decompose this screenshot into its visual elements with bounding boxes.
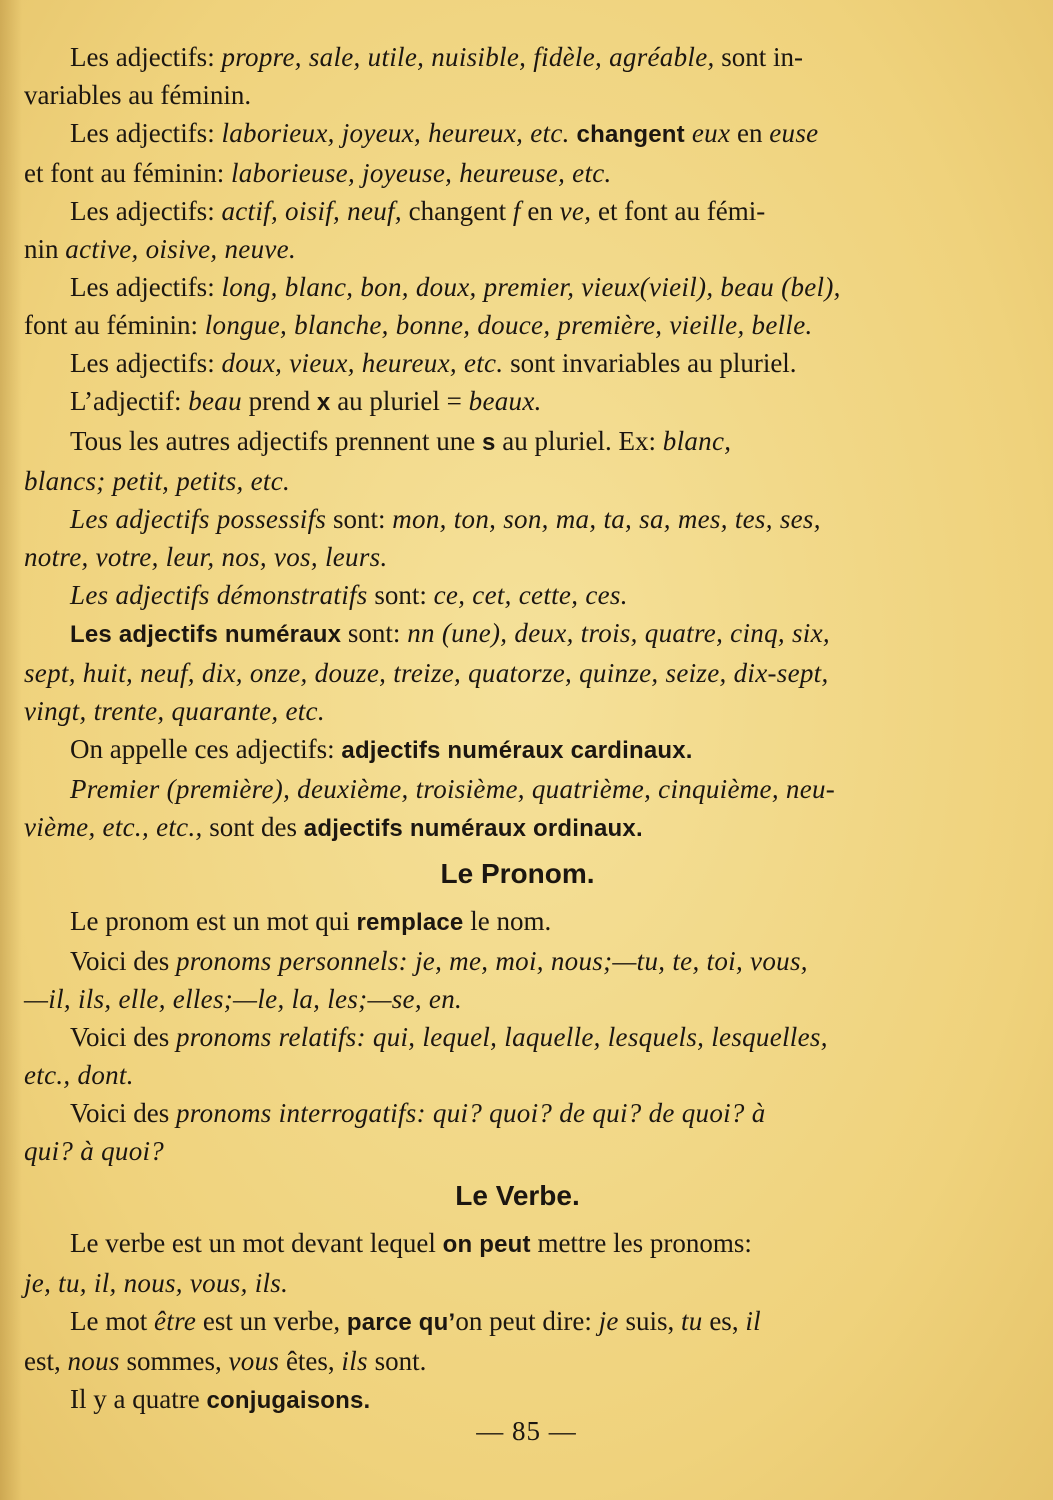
text-line bbox=[24, 422, 1011, 462]
paragraph-adj-invariables-pluriel bbox=[24, 344, 1011, 382]
text: Le verbe est un mot devant lequel bbox=[70, 1228, 443, 1258]
bold-text: adjectifs numéraux ordinaux. bbox=[303, 815, 643, 842]
text: Les adjectifs: bbox=[70, 272, 222, 302]
text-line bbox=[24, 344, 1011, 382]
italic-text: laborieuse, joyeuse, heureuse, etc. bbox=[230, 158, 612, 188]
text: en bbox=[520, 196, 560, 226]
italic-text: euse bbox=[769, 118, 819, 148]
text: êtes, bbox=[279, 1346, 342, 1376]
italic-text: blancs; petit, petits, etc. bbox=[24, 466, 291, 496]
paragraph-adj-ive bbox=[24, 192, 1011, 268]
italic-text: propre, sale, utile, nuisible, fidèle, agréable, bbox=[221, 42, 715, 72]
text-line bbox=[24, 730, 1011, 770]
italic-text: long, blanc, bon, doux, premier, vieux(vieil), beau (bel), bbox=[221, 272, 841, 302]
text-line bbox=[24, 1224, 1011, 1264]
bold-text: adjectifs numéraux cardinaux. bbox=[341, 737, 693, 764]
text-line bbox=[24, 114, 1011, 154]
italic-text: doux, vieux, heureux, etc. bbox=[221, 348, 504, 378]
text: Les adjectifs: bbox=[70, 348, 222, 378]
italic-text: active, oisive, neuve. bbox=[65, 234, 296, 264]
italic-text: etc., dont. bbox=[24, 1060, 134, 1090]
italic-text: longue, blanche, bonne, douce, première, vieille, belle. bbox=[204, 310, 813, 340]
italic-text: ils bbox=[341, 1346, 368, 1376]
paragraph-verbe-def bbox=[24, 1224, 1011, 1302]
text: sont: bbox=[367, 580, 434, 610]
text: Le pronom est un mot qui bbox=[70, 906, 357, 936]
italic-text: ce, cet, cette, ces. bbox=[433, 580, 628, 610]
text: en bbox=[730, 118, 770, 148]
paragraph-adj-numeraux bbox=[24, 614, 1011, 730]
italic-text: pronoms relatifs: qui, lequel, laquelle, lesquels, lesquelles, bbox=[176, 1022, 828, 1052]
text-line bbox=[24, 306, 1011, 344]
text: sont. bbox=[367, 1346, 427, 1376]
text-line bbox=[24, 1264, 1011, 1302]
text-line bbox=[24, 1342, 1011, 1380]
italic-text: tu bbox=[680, 1306, 703, 1336]
text-line bbox=[24, 902, 1011, 942]
text-line bbox=[24, 654, 1011, 692]
text: nin bbox=[24, 234, 66, 264]
paragraph-adj-s bbox=[24, 422, 1011, 500]
text-line bbox=[24, 1132, 1011, 1170]
paragraph-adj-demonstratifs bbox=[24, 576, 1011, 614]
text: sont: bbox=[326, 504, 393, 534]
paragraph-adj-euse bbox=[24, 114, 1011, 192]
bold-text: conjugaisons. bbox=[206, 1387, 371, 1414]
paragraph-adj-cardinaux bbox=[24, 730, 1011, 770]
text: et font au fémi- bbox=[591, 196, 766, 226]
italic-text: actif, oisif, neuf, bbox=[221, 196, 402, 226]
bold-text: x bbox=[316, 389, 331, 416]
text: variables au féminin. bbox=[24, 80, 252, 110]
italic-text: beau bbox=[188, 386, 242, 416]
text: font au féminin: bbox=[24, 310, 205, 340]
bold-text: changent bbox=[569, 121, 685, 148]
heading-verbe: Le Verbe. bbox=[455, 1180, 580, 1211]
text: Tous les autres adjectifs prennent une bbox=[70, 426, 482, 456]
italic-text: Premier (première), deuxième, troisième, quatrième, cinquième, neu- bbox=[70, 774, 836, 804]
italic-text: ve, bbox=[559, 196, 592, 226]
text: sommes, bbox=[119, 1346, 229, 1376]
paragraph-adj-invariables bbox=[24, 38, 1011, 114]
text-line bbox=[24, 576, 1011, 614]
paragraph-pronom-def bbox=[24, 902, 1011, 942]
paragraph-adj-ordinaux bbox=[24, 770, 1011, 848]
italic-text: notre, votre, leur, nos, vos, leurs. bbox=[24, 542, 388, 572]
text-line bbox=[24, 38, 1011, 76]
paragraph-adj-possessifs bbox=[24, 500, 1011, 576]
paragraph-adj-beau bbox=[24, 382, 1011, 422]
text: Le mot bbox=[70, 1306, 154, 1336]
text-line bbox=[24, 808, 1011, 848]
italic-text: je, tu, il, nous, vous, ils. bbox=[24, 1268, 289, 1298]
text-line bbox=[24, 500, 1011, 538]
text: Voici des bbox=[70, 1022, 176, 1052]
text-line bbox=[24, 1056, 1011, 1094]
text-line bbox=[24, 268, 1011, 306]
text: mettre les pronoms: bbox=[530, 1228, 752, 1258]
page-number: — 85 — bbox=[476, 1416, 577, 1446]
bold-text: parce qu’ bbox=[346, 1309, 456, 1336]
text: Les adjectifs: bbox=[70, 42, 222, 72]
italic-text: —il, ils, elle, elles;—le, la, les;—se, en. bbox=[24, 984, 463, 1014]
text-line bbox=[24, 192, 1011, 230]
text-line bbox=[24, 1380, 1011, 1420]
text: suis, bbox=[618, 1306, 681, 1336]
italic-text: Les adjectifs démonstratifs bbox=[70, 580, 368, 610]
text: sont invariables au pluriel. bbox=[503, 348, 797, 378]
text: et font au féminin: bbox=[24, 158, 231, 188]
text-line bbox=[24, 382, 1011, 422]
italic-text: qui? à quoi? bbox=[24, 1136, 165, 1166]
text: L’adjectif: bbox=[70, 386, 189, 416]
text: est un verbe, bbox=[196, 1306, 347, 1336]
italic-text: sept, huit, neuf, dix, onze, douze, treize, quatorze, quinze, seize, dix-sept, bbox=[24, 658, 829, 688]
italic-text: laborieux, joyeux, heureux, etc. bbox=[221, 118, 570, 148]
text-line bbox=[24, 692, 1011, 730]
italic-text: f bbox=[512, 196, 521, 226]
italic-text: il bbox=[745, 1306, 761, 1336]
text-line bbox=[24, 614, 1011, 654]
text-line bbox=[24, 462, 1011, 500]
italic-text: vième, etc., etc., bbox=[24, 812, 203, 842]
text-line bbox=[24, 154, 1011, 192]
text: Voici des bbox=[70, 1098, 176, 1128]
text: on peut dire: bbox=[455, 1306, 599, 1336]
italic-text: être bbox=[153, 1306, 197, 1336]
text-line bbox=[24, 230, 1011, 268]
text: prend bbox=[241, 386, 317, 416]
paragraph-verbe-etre bbox=[24, 1302, 1011, 1380]
paragraph-conjugaisons bbox=[24, 1380, 1011, 1420]
text: On appelle ces adjectifs: bbox=[70, 734, 342, 764]
paragraph-pronoms-interrogatifs bbox=[24, 1094, 1011, 1170]
text: Voici des bbox=[70, 946, 176, 976]
italic-text: nn (une), deux, trois, quatre, cinq, six, bbox=[407, 618, 830, 648]
italic-text: nous bbox=[67, 1346, 120, 1376]
bold-text: Les adjectifs numéraux bbox=[70, 621, 342, 648]
italic-text: je bbox=[598, 1306, 619, 1336]
text: Les adjectifs: bbox=[70, 118, 222, 148]
text: Il y a quatre bbox=[70, 1384, 207, 1414]
text: sont: bbox=[341, 618, 408, 648]
italic-text: Les adjectifs possessifs bbox=[70, 504, 327, 534]
italic-text: beaux. bbox=[468, 386, 542, 416]
italic-text: pronoms personnels: je, me, moi, nous;—tu, te, toi, vous, bbox=[176, 946, 808, 976]
text: changent bbox=[401, 196, 513, 226]
paragraph-adj-irreguliers bbox=[24, 268, 1011, 344]
italic-text: vingt, trente, quarante, etc. bbox=[24, 696, 325, 726]
text-line bbox=[24, 1018, 1011, 1056]
text: sont in- bbox=[714, 42, 804, 72]
text: es, bbox=[702, 1306, 746, 1336]
text: Les adjectifs: bbox=[70, 196, 222, 226]
bold-text: s bbox=[481, 429, 496, 456]
italic-text: eux bbox=[684, 118, 731, 148]
text-line bbox=[24, 538, 1011, 576]
bold-text: remplace bbox=[356, 909, 464, 936]
text-line bbox=[24, 770, 1011, 808]
text-line bbox=[24, 76, 1011, 114]
text-line bbox=[24, 980, 1011, 1018]
text: au pluriel = bbox=[330, 386, 469, 416]
italic-text: mon, ton, son, ma, ta, sa, mes, tes, ses, bbox=[392, 504, 821, 534]
text: au pluriel. Ex: bbox=[495, 426, 663, 456]
italic-text: pronoms interrogatifs: qui? quoi? de qui? de quoi? à bbox=[176, 1098, 766, 1128]
paragraph-pronoms-relatifs bbox=[24, 1018, 1011, 1094]
text: le nom. bbox=[463, 906, 552, 936]
paragraph-pronoms-personnels bbox=[24, 942, 1011, 1018]
text-line bbox=[24, 942, 1011, 980]
page-content bbox=[24, 38, 1011, 1420]
italic-text: blanc, bbox=[662, 426, 732, 456]
text-line bbox=[24, 1094, 1011, 1132]
text: est, bbox=[24, 1346, 68, 1376]
heading-pronom: Le Pronom. bbox=[440, 858, 595, 889]
text-line bbox=[24, 1302, 1011, 1342]
italic-text: vous bbox=[228, 1346, 280, 1376]
bold-text: on peut bbox=[442, 1231, 531, 1258]
text: sont des bbox=[202, 812, 304, 842]
